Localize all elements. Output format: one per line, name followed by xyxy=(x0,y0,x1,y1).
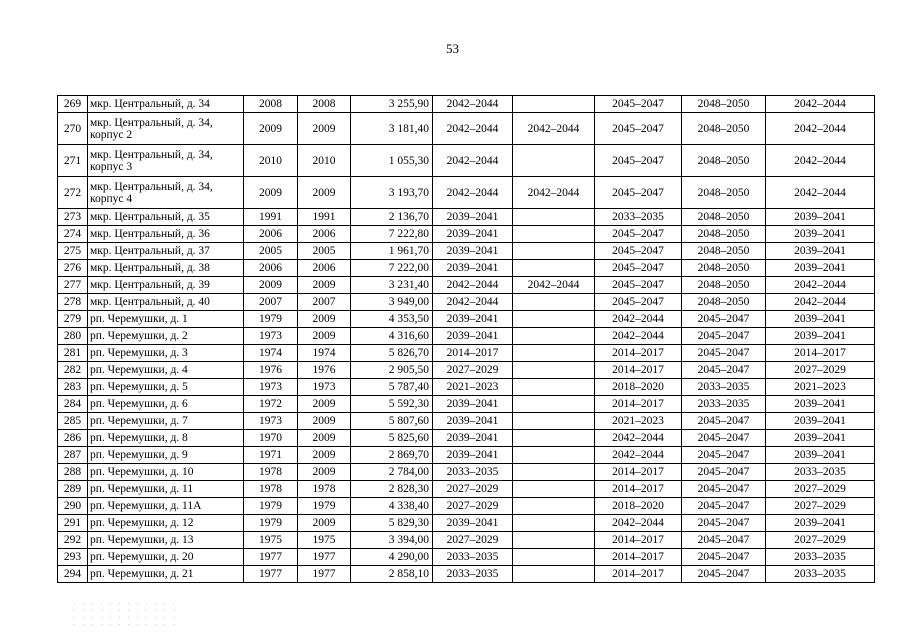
period-extra-cell xyxy=(513,311,595,328)
area-cell: 3 949,00 xyxy=(351,294,433,311)
table-row xyxy=(58,447,875,464)
area-cell: 1 961,70 xyxy=(351,243,433,260)
commission-year-cell: 2009 xyxy=(298,413,351,430)
period-roof-cell: 2014–2017 xyxy=(595,481,682,498)
table-row xyxy=(58,362,875,379)
build-year-cell: 1971 xyxy=(244,447,298,464)
period-main-cell: 2039–2041 xyxy=(433,311,513,328)
row-number-cell: 288 xyxy=(58,464,88,481)
period-final-cell: 2039–2041 xyxy=(766,447,875,464)
row-number-cell: 284 xyxy=(58,396,88,413)
period-extra-cell xyxy=(513,209,595,226)
build-year-cell: 1972 xyxy=(244,396,298,413)
row-number-cell: 287 xyxy=(58,447,88,464)
page-number: 53 xyxy=(446,41,459,56)
period-roof-cell: 2045–2047 xyxy=(595,96,682,113)
period-extra-cell xyxy=(513,549,595,566)
row-number-cell: 271 xyxy=(58,145,88,177)
build-year-cell: 2009 xyxy=(244,177,298,209)
address-cell: рп. Черемушки, д. 2 xyxy=(88,328,244,345)
commission-year-cell: 1979 xyxy=(298,498,351,515)
commission-year-cell: 1977 xyxy=(298,566,351,583)
address-cell: мкр. Центральный, д. 40 xyxy=(88,294,244,311)
build-year-cell: 1976 xyxy=(244,362,298,379)
period-final-cell: 2027–2029 xyxy=(766,498,875,515)
period-final-cell: 2027–2029 xyxy=(766,362,875,379)
period-extra-cell xyxy=(513,532,595,549)
period-final-cell: 2039–2041 xyxy=(766,243,875,260)
commission-year-cell: 1991 xyxy=(298,209,351,226)
table-row xyxy=(58,515,875,532)
period-main-cell: 2039–2041 xyxy=(433,226,513,243)
period-extra-cell xyxy=(513,566,595,583)
commission-year-cell: 2009 xyxy=(298,464,351,481)
address-cell: рп. Черемушки, д. 8 xyxy=(88,430,244,447)
area-cell: 5 592,30 xyxy=(351,396,433,413)
period-final-cell: 2027–2029 xyxy=(766,481,875,498)
row-number-cell: 283 xyxy=(58,379,88,396)
period-roof-cell: 2042–2044 xyxy=(595,328,682,345)
build-year-cell: 1973 xyxy=(244,413,298,430)
area-cell: 7 222,00 xyxy=(351,260,433,277)
period-roof-cell: 2021–2023 xyxy=(595,413,682,430)
area-cell: 4 290,00 xyxy=(351,549,433,566)
period-final-cell: 2033–2035 xyxy=(766,464,875,481)
area-cell: 7 222,80 xyxy=(351,226,433,243)
period-final-cell: 2039–2041 xyxy=(766,226,875,243)
commission-year-cell: 2009 xyxy=(298,447,351,464)
period-facade-cell: 2033–2035 xyxy=(682,379,766,396)
commission-year-cell: 2009 xyxy=(298,328,351,345)
area-cell: 3 394,00 xyxy=(351,532,433,549)
period-main-cell: 2039–2041 xyxy=(433,243,513,260)
address-cell: рп. Черемушки, д. 11А xyxy=(88,498,244,515)
table-row xyxy=(58,396,875,413)
period-facade-cell: 2048–2050 xyxy=(682,145,766,177)
table-row xyxy=(58,328,875,345)
row-number-cell: 292 xyxy=(58,532,88,549)
table-row xyxy=(58,145,875,177)
address-cell: рп. Черемушки, д. 10 xyxy=(88,464,244,481)
area-cell: 5 829,30 xyxy=(351,515,433,532)
commission-year-cell: 1973 xyxy=(298,379,351,396)
commission-year-cell: 2009 xyxy=(298,311,351,328)
address-cell: мкр. Центральный, д. 34, корпус 3 xyxy=(88,145,244,177)
area-cell: 2 905,50 xyxy=(351,362,433,379)
commission-year-cell: 2009 xyxy=(298,113,351,145)
commission-year-cell: 2007 xyxy=(298,294,351,311)
period-final-cell: 2039–2041 xyxy=(766,396,875,413)
area-cell: 5 826,70 xyxy=(351,345,433,362)
period-main-cell: 2042–2044 xyxy=(433,277,513,294)
area-cell: 2 784,00 xyxy=(351,464,433,481)
period-extra-cell xyxy=(513,226,595,243)
row-number-cell: 285 xyxy=(58,413,88,430)
address-cell: рп. Черемушки, д. 3 xyxy=(88,345,244,362)
build-year-cell: 1978 xyxy=(244,464,298,481)
address-cell: мкр. Центральный, д. 34 xyxy=(88,96,244,113)
area-cell: 3 255,90 xyxy=(351,96,433,113)
period-final-cell: 2042–2044 xyxy=(766,145,875,177)
row-number-cell: 272 xyxy=(58,177,88,209)
address-cell: мкр. Центральный, д. 36 xyxy=(88,226,244,243)
period-main-cell: 2014–2017 xyxy=(433,345,513,362)
row-number-cell: 274 xyxy=(58,226,88,243)
period-extra-cell xyxy=(513,328,595,345)
address-cell: мкр. Центральный, д. 38 xyxy=(88,260,244,277)
period-final-cell: 2039–2041 xyxy=(766,515,875,532)
period-roof-cell: 2014–2017 xyxy=(595,362,682,379)
period-extra-cell xyxy=(513,345,595,362)
build-year-cell: 1991 xyxy=(244,209,298,226)
table-row xyxy=(58,260,875,277)
address-cell: рп. Черемушки, д. 5 xyxy=(88,379,244,396)
address-cell: рп. Черемушки, д. 9 xyxy=(88,447,244,464)
build-year-cell: 1975 xyxy=(244,532,298,549)
period-extra-cell xyxy=(513,515,595,532)
period-extra-cell xyxy=(513,294,595,311)
period-facade-cell: 2048–2050 xyxy=(682,294,766,311)
row-number-cell: 276 xyxy=(58,260,88,277)
build-year-cell: 2005 xyxy=(244,243,298,260)
period-facade-cell: 2048–2050 xyxy=(682,177,766,209)
period-extra-cell xyxy=(513,260,595,277)
address-cell: рп. Черемушки, д. 11 xyxy=(88,481,244,498)
period-roof-cell: 2042–2044 xyxy=(595,430,682,447)
row-number-cell: 275 xyxy=(58,243,88,260)
row-number-cell: 290 xyxy=(58,498,88,515)
build-year-cell: 1978 xyxy=(244,481,298,498)
commission-year-cell: 1975 xyxy=(298,532,351,549)
row-number-cell: 278 xyxy=(58,294,88,311)
table-row xyxy=(58,96,875,113)
table-row xyxy=(58,345,875,362)
build-year-cell: 1979 xyxy=(244,515,298,532)
period-roof-cell: 2042–2044 xyxy=(595,447,682,464)
table-row xyxy=(58,498,875,515)
period-roof-cell: 2018–2020 xyxy=(595,498,682,515)
period-roof-cell: 2033–2035 xyxy=(595,209,682,226)
period-facade-cell: 2048–2050 xyxy=(682,260,766,277)
period-main-cell: 2042–2044 xyxy=(433,96,513,113)
area-cell: 2 828,30 xyxy=(351,481,433,498)
period-roof-cell: 2045–2047 xyxy=(595,260,682,277)
build-year-cell: 2009 xyxy=(244,277,298,294)
commission-year-cell: 1974 xyxy=(298,345,351,362)
period-main-cell: 2027–2029 xyxy=(433,532,513,549)
table-row xyxy=(58,177,875,209)
period-facade-cell: 2045–2047 xyxy=(682,413,766,430)
period-extra-cell xyxy=(513,96,595,113)
address-cell: рп. Черемушки, д. 20 xyxy=(88,549,244,566)
build-year-cell: 2006 xyxy=(244,260,298,277)
period-facade-cell: 2045–2047 xyxy=(682,328,766,345)
period-roof-cell: 2045–2047 xyxy=(595,226,682,243)
table-row xyxy=(58,277,875,294)
period-extra-cell: 2042–2044 xyxy=(513,277,595,294)
period-roof-cell: 2018–2020 xyxy=(595,379,682,396)
row-number-cell: 269 xyxy=(58,96,88,113)
area-cell: 2 136,70 xyxy=(351,209,433,226)
table-row xyxy=(58,113,875,145)
period-final-cell: 2039–2041 xyxy=(766,209,875,226)
period-extra-cell xyxy=(513,481,595,498)
period-final-cell: 2039–2041 xyxy=(766,260,875,277)
area-cell: 1 055,30 xyxy=(351,145,433,177)
build-year-cell: 1979 xyxy=(244,498,298,515)
commission-year-cell: 2008 xyxy=(298,96,351,113)
period-main-cell: 2042–2044 xyxy=(433,294,513,311)
commission-year-cell: 2009 xyxy=(298,515,351,532)
commission-year-cell: 2005 xyxy=(298,243,351,260)
period-final-cell: 2039–2041 xyxy=(766,413,875,430)
build-year-cell: 2009 xyxy=(244,113,298,145)
table-row xyxy=(58,311,875,328)
build-year-cell: 1979 xyxy=(244,311,298,328)
period-final-cell: 2039–2041 xyxy=(766,430,875,447)
build-year-cell: 2007 xyxy=(244,294,298,311)
period-final-cell: 2039–2041 xyxy=(766,311,875,328)
row-number-cell: 294 xyxy=(58,566,88,583)
table-row xyxy=(58,549,875,566)
address-cell: рп. Черемушки, д. 6 xyxy=(88,396,244,413)
period-facade-cell: 2045–2047 xyxy=(682,515,766,532)
period-extra-cell xyxy=(513,379,595,396)
row-number-cell: 280 xyxy=(58,328,88,345)
period-extra-cell xyxy=(513,396,595,413)
period-final-cell: 2042–2044 xyxy=(766,177,875,209)
period-roof-cell: 2045–2047 xyxy=(595,145,682,177)
commission-year-cell: 2009 xyxy=(298,177,351,209)
address-cell: рп. Черемушки, д. 1 xyxy=(88,311,244,328)
build-year-cell: 1973 xyxy=(244,328,298,345)
period-main-cell: 2039–2041 xyxy=(433,209,513,226)
period-extra-cell xyxy=(513,362,595,379)
row-number-cell: 293 xyxy=(58,549,88,566)
commission-year-cell: 1976 xyxy=(298,362,351,379)
period-facade-cell: 2045–2047 xyxy=(682,498,766,515)
address-cell: рп. Черемушки, д. 4 xyxy=(88,362,244,379)
period-main-cell: 2039–2041 xyxy=(433,413,513,430)
commission-year-cell: 2006 xyxy=(298,260,351,277)
period-roof-cell: 2042–2044 xyxy=(595,515,682,532)
row-number-cell: 281 xyxy=(58,345,88,362)
area-cell: 2 869,70 xyxy=(351,447,433,464)
period-main-cell: 2033–2035 xyxy=(433,464,513,481)
build-year-cell: 2010 xyxy=(244,145,298,177)
period-final-cell: 2014–2017 xyxy=(766,345,875,362)
period-final-cell: 2039–2041 xyxy=(766,328,875,345)
period-roof-cell: 2045–2047 xyxy=(595,277,682,294)
table-row xyxy=(58,226,875,243)
period-final-cell: 2042–2044 xyxy=(766,96,875,113)
period-facade-cell: 2045–2047 xyxy=(682,345,766,362)
address-cell: мкр. Центральный, д. 34, корпус 4 xyxy=(88,177,244,209)
row-number-cell: 289 xyxy=(58,481,88,498)
row-number-cell: 279 xyxy=(58,311,88,328)
period-facade-cell: 2048–2050 xyxy=(682,96,766,113)
table-row xyxy=(58,379,875,396)
commission-year-cell: 2009 xyxy=(298,277,351,294)
period-facade-cell: 2048–2050 xyxy=(682,243,766,260)
area-cell: 5 807,60 xyxy=(351,413,433,430)
period-final-cell: 2027–2029 xyxy=(766,532,875,549)
period-facade-cell: 2045–2047 xyxy=(682,464,766,481)
period-main-cell: 2027–2029 xyxy=(433,498,513,515)
period-roof-cell: 2045–2047 xyxy=(595,294,682,311)
period-facade-cell: 2045–2047 xyxy=(682,311,766,328)
period-extra-cell: 2042–2044 xyxy=(513,177,595,209)
period-final-cell: 2042–2044 xyxy=(766,277,875,294)
period-main-cell: 2039–2041 xyxy=(433,430,513,447)
period-facade-cell: 2048–2050 xyxy=(682,113,766,145)
period-main-cell: 2042–2044 xyxy=(433,113,513,145)
area-cell: 2 858,10 xyxy=(351,566,433,583)
scan-noise xyxy=(70,600,180,630)
table-row xyxy=(58,464,875,481)
table-row xyxy=(58,430,875,447)
period-extra-cell xyxy=(513,430,595,447)
row-number-cell: 291 xyxy=(58,515,88,532)
period-facade-cell: 2045–2047 xyxy=(682,549,766,566)
period-facade-cell: 2045–2047 xyxy=(682,532,766,549)
period-main-cell: 2033–2035 xyxy=(433,566,513,583)
period-facade-cell: 2045–2047 xyxy=(682,362,766,379)
build-year-cell: 2008 xyxy=(244,96,298,113)
period-roof-cell: 2045–2047 xyxy=(595,113,682,145)
table-row xyxy=(58,413,875,430)
period-main-cell: 2039–2041 xyxy=(433,260,513,277)
address-cell: мкр. Центральный, д. 39 xyxy=(88,277,244,294)
commission-year-cell: 1978 xyxy=(298,481,351,498)
period-extra-cell xyxy=(513,498,595,515)
period-main-cell: 2039–2041 xyxy=(433,515,513,532)
table-row xyxy=(58,209,875,226)
period-facade-cell: 2048–2050 xyxy=(682,209,766,226)
period-roof-cell: 2014–2017 xyxy=(595,566,682,583)
period-roof-cell: 2014–2017 xyxy=(595,532,682,549)
area-cell: 3 193,70 xyxy=(351,177,433,209)
period-main-cell: 2042–2044 xyxy=(433,177,513,209)
address-cell: мкр. Центральный, д. 37 xyxy=(88,243,244,260)
period-roof-cell: 2014–2017 xyxy=(595,396,682,413)
period-main-cell: 2039–2041 xyxy=(433,328,513,345)
period-facade-cell: 2033–2035 xyxy=(682,396,766,413)
row-number-cell: 286 xyxy=(58,430,88,447)
period-roof-cell: 2014–2017 xyxy=(595,549,682,566)
address-cell: рп. Черемушки, д. 12 xyxy=(88,515,244,532)
period-roof-cell: 2045–2047 xyxy=(595,243,682,260)
period-extra-cell xyxy=(513,145,595,177)
period-extra-cell xyxy=(513,243,595,260)
area-cell: 3 231,40 xyxy=(351,277,433,294)
area-cell: 4 353,50 xyxy=(351,311,433,328)
row-number-cell: 270 xyxy=(58,113,88,145)
period-facade-cell: 2048–2050 xyxy=(682,277,766,294)
period-final-cell: 2033–2035 xyxy=(766,566,875,583)
build-year-cell: 2006 xyxy=(244,226,298,243)
table-row xyxy=(58,532,875,549)
period-main-cell: 2039–2041 xyxy=(433,447,513,464)
period-extra-cell xyxy=(513,413,595,430)
commission-year-cell: 2009 xyxy=(298,396,351,413)
period-facade-cell: 2045–2047 xyxy=(682,447,766,464)
address-cell: рп. Черемушки, д. 7 xyxy=(88,413,244,430)
area-cell: 4 316,60 xyxy=(351,328,433,345)
period-main-cell: 2027–2029 xyxy=(433,362,513,379)
table-body xyxy=(58,96,875,583)
row-number-cell: 282 xyxy=(58,362,88,379)
address-cell: рп. Черемушки, д. 13 xyxy=(88,532,244,549)
commission-year-cell: 2006 xyxy=(298,226,351,243)
address-cell: рп. Черемушки, д. 21 xyxy=(88,566,244,583)
table-row xyxy=(58,243,875,260)
period-extra-cell xyxy=(513,464,595,481)
commission-year-cell: 2010 xyxy=(298,145,351,177)
area-cell: 5 825,60 xyxy=(351,430,433,447)
period-roof-cell: 2045–2047 xyxy=(595,177,682,209)
row-number-cell: 277 xyxy=(58,277,88,294)
build-year-cell: 1973 xyxy=(244,379,298,396)
period-facade-cell: 2045–2047 xyxy=(682,566,766,583)
period-final-cell: 2021–2023 xyxy=(766,379,875,396)
period-facade-cell: 2048–2050 xyxy=(682,226,766,243)
commission-year-cell: 2009 xyxy=(298,430,351,447)
build-year-cell: 1977 xyxy=(244,549,298,566)
commission-year-cell: 1977 xyxy=(298,549,351,566)
period-extra-cell: 2042–2044 xyxy=(513,113,595,145)
address-cell: мкр. Центральный, д. 34, корпус 2 xyxy=(88,113,244,145)
table-row xyxy=(58,481,875,498)
period-facade-cell: 2045–2047 xyxy=(682,481,766,498)
period-main-cell: 2021–2023 xyxy=(433,379,513,396)
period-final-cell: 2042–2044 xyxy=(766,294,875,311)
period-final-cell: 2042–2044 xyxy=(766,113,875,145)
period-roof-cell: 2014–2017 xyxy=(595,345,682,362)
period-main-cell: 2042–2044 xyxy=(433,145,513,177)
period-main-cell: 2033–2035 xyxy=(433,549,513,566)
table-row xyxy=(58,294,875,311)
period-roof-cell: 2014–2017 xyxy=(595,464,682,481)
period-facade-cell: 2045–2047 xyxy=(682,430,766,447)
period-extra-cell xyxy=(513,447,595,464)
build-year-cell: 1977 xyxy=(244,566,298,583)
period-roof-cell: 2042–2044 xyxy=(595,311,682,328)
build-year-cell: 1970 xyxy=(244,430,298,447)
housing-register-table xyxy=(57,95,875,583)
row-number-cell: 273 xyxy=(58,209,88,226)
address-cell: мкр. Центральный, д. 35 xyxy=(88,209,244,226)
area-cell: 4 338,40 xyxy=(351,498,433,515)
period-final-cell: 2033–2035 xyxy=(766,549,875,566)
build-year-cell: 1974 xyxy=(244,345,298,362)
area-cell: 3 181,40 xyxy=(351,113,433,145)
table-row xyxy=(58,566,875,583)
area-cell: 5 787,40 xyxy=(351,379,433,396)
period-main-cell: 2039–2041 xyxy=(433,396,513,413)
period-main-cell: 2027–2029 xyxy=(433,481,513,498)
